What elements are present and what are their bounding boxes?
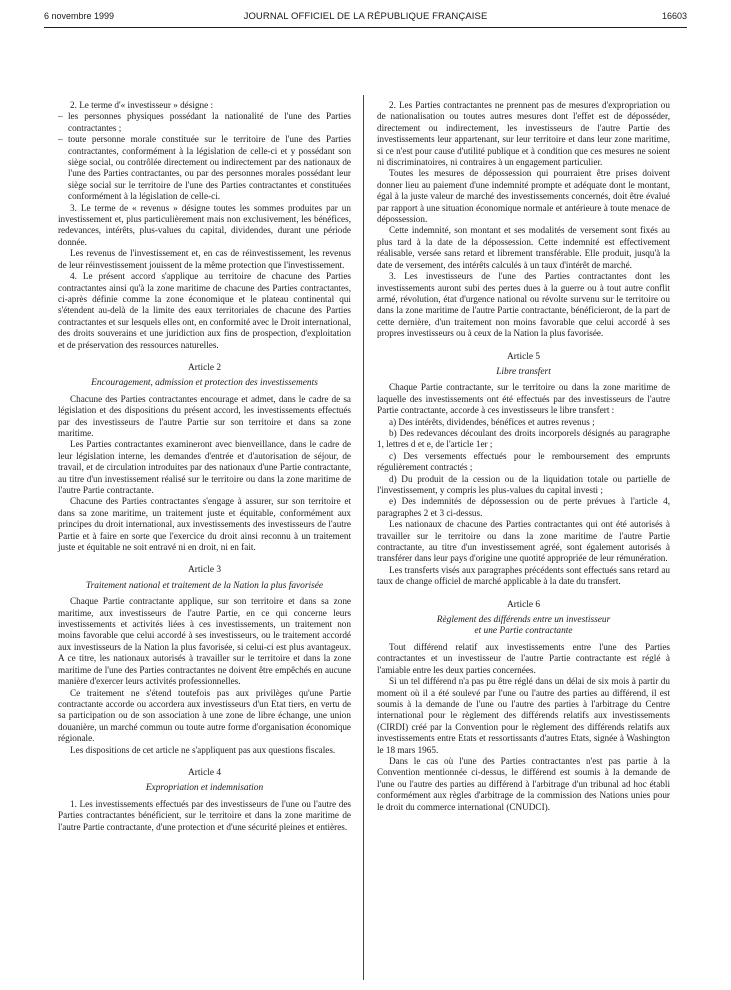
paragraph: 3. Les investisseurs de l'une des Parties contractantes dont les investissements auront subi des pertes dues à la guerre ou à tout autre conflit armé, révolution, état d'urgence national ou révolte survenu sur le territoire ou dans la zone maritime de l'autre Partie contractante, bénéficieront, de la part de cette dernière, d'un traitement non moins favorable que celui accordé à ses propres investisseurs ou à ceux de la Nation la plus favorisée.: [377, 271, 670, 339]
right-column: [377, 100, 670, 813]
page-number: 16603: [661, 11, 687, 21]
paragraph: Si un tel différend n'a pas pu être réglé dans un délai de six mois à partir du moment où il a été soulevé par l'une ou l'autre des parties au différend, il est soumis à la demande de l'une ou l'autre des parties à l'arbitrage du Centre international pour le règlement des différends relatifs aux investissements (CIRDI) créé par la Convention pour le règlement des différends relatifs aux investissements entre Etats et ressortissants d'autres Etats, signée à Washington le 18 mars 1965.: [377, 676, 670, 755]
paragraph: Chaque Partie contractante, sur le territoire ou dans la zone maritime de laquelle des investissements ont été effectués par des investisseurs de l'autre Partie contractante, accorde à ces investisseurs le libre transfert :: [377, 382, 670, 416]
list-item: – toute personne morale constituée sur le territoire de l'une des Parties contractantes, conformément à la législation de celle-ci et y possédant son siège social, ou contrôlée directement ou indirectement par des nationaux de l'une des Parties contractantes, ou par des personnes morales possédant leur siège social sur le territoire de l'une des Parties contractantes et constituées conformément à la législation de celle-ci.: [58, 134, 351, 202]
article-subtitle: Expropriation et indemnisation: [145, 783, 264, 794]
header-rule: [44, 27, 687, 28]
list-item: a) Des intérêts, dividendes, bénéfices et autres revenus ;: [389, 416, 595, 427]
paragraph: Tout différend relatif aux investissements entre l'une des Parties contractantes et un investisseur de l'autre Partie contractante est réglé à l'amiable entre les deux parties concernées.: [377, 641, 670, 675]
paragraph: Les Parties contractantes examineront avec bienveillance, dans le cadre de leur législation interne, les demandes d'entrée et d'autorisation de séjour, de travail, et de circulation introduites par des nationaux d'une Partie contractante, au titre d'un investissement réalisé sur le territoire ou dans la zone maritime de l'autre Partie contractante.: [58, 439, 351, 495]
article-subtitle: Libre transfert: [496, 366, 551, 377]
paragraph: 3. Le terme de « revenus » désigne toutes les sommes produites par un investissement et, plus particulièrement mais non exclusivement, les bénéfices, redevances, intérêts, plus-values du capital, dividendes, durant une période donnée.: [58, 202, 351, 247]
paragraph: Les transferts visés aux paragraphes précédents sont effectués sans retard au taux de change officiel de marché applicable à la date du transfert.: [377, 564, 670, 587]
paragraph: Chaque Partie contractante applique, sur son territoire et dans sa zone maritime, aux investisseurs de l'autre Partie, en ce qui concerne leurs investissements et activités liées à ces investissements, un traitement non moins favorable que celui accordé à ses investisseurs, ou le traitement accordé aux investisseurs de la Nation la plus favorisée, si celui-ci est plus avantageux. A ce titre, les nationaux autorisés à travailler sur le territoire et dans la zone maritime de l'une des Parties contractantes ne doivent être empêchés en aucune manière d'exercer leurs activités professionnelles.: [58, 596, 351, 687]
article-subtitle: Encouragement, admission et protection des investissements: [91, 378, 318, 389]
article-heading: Article 2: [187, 362, 222, 373]
paragraph: Les nationaux de chacune des Parties contractantes qui ont été autorisés à travailler sur le territoire ou dans la zone maritime de l'autre Partie contractante, au titre d'un investissement agréé, sont également autorisés à transférer dans leur pays d'origine une quotité appropriée de leur rémunération.: [377, 519, 670, 564]
article-heading: Article 6: [506, 599, 541, 610]
list-item: – les personnes physiques possédant la nationalité de l'une des Parties contractantes ;: [58, 111, 351, 134]
paragraph: 4. Le présent accord s'applique au territoire de chacune des Parties contractantes ainsi qu'à la zone maritime de chacune des Parties contractantes, ci-après définie comme la zone économique et le plateau continental qui s'étendent au-delà de la limite des eaux territoriales de chacune des Parties contractantes et sur lesquels elles ont, en conformité avec le Droit international, des droits souverains et une juridiction aux fins de prospection, d'exploitation et de préservation des ressources naturelles.: [58, 271, 351, 350]
journal-title: JOURNAL OFFICIEL DE LA RÉPUBLIQUE FRANÇAISE: [243, 11, 488, 22]
paragraph: Les revenus de l'investissement et, en cas de réinvestissement, les revenus de leur réinvestissement jouissent de la même protection que l'investissement.: [58, 248, 351, 270]
article-subtitle: Traitement national et traitement de la Nation la plus favorisée: [85, 580, 324, 591]
article-subtitle-line: Règlement des différends entre un investisseur: [436, 615, 611, 626]
article-heading: Article 5: [506, 351, 541, 362]
paragraph: 2. Le terme d'« investisseur » désigne :: [70, 100, 214, 110]
paragraph: Toutes les mesures de dépossession qui pourraient être prises doivent donner lieu au paiement d'une indemnité prompte et adéquate dont le montant, égal à la juste valeur de marché des investissements concernés, doit être évalué par rapport à une situation économique normale et antérieure à toute menace de dépossession.: [377, 168, 670, 225]
paragraph: 2. Les Parties contractantes ne prennent pas de mesures d'expropriation ou de nationalisation ou toutes autres mesures dont l'effet est de déposséder, directement ou indirectement, les investisseurs de l'autre Partie des investissements leur appartenant, sur leur territoire et dans leur zone maritime, si ce n'est pour cause d'utilité publique et à condition que ces mesures ne soient ni discriminatoires, ni contraires à un engagement particulier.: [377, 100, 670, 168]
article-heading: Article 4: [187, 767, 222, 778]
left-column: [58, 100, 351, 833]
paragraph: Les dispositions de cet article ne s'appliquent pas aux questions fiscales.: [70, 744, 336, 755]
article-subtitle-line: et une Partie contractante: [474, 626, 573, 637]
issue-date: 6 novembre 1999: [44, 11, 115, 21]
paragraph: Ce traitement ne s'étend toutefois pas aux privilèges qu'une Partie contractante accorde ou accordera aux investisseurs d'un Etat tiers, en vertu de sa participation ou de son association à une zone de libre échange, une union douanière, un marché commun ou toute autre forme d'organisation économique régionale.: [58, 687, 351, 744]
column-divider: [363, 95, 364, 980]
list-item: e) Des indemnités de dépossession ou de perte prévues à l'article 4, paragraphes 2 et 3 ci-dessus.: [377, 496, 670, 518]
article-heading: Article 3: [187, 565, 222, 576]
list-item: b) Des redevances découlant des droits incorporels désignés au paragraphe 1, lettres d et e, de l'article 1er ;: [377, 427, 670, 450]
paragraph: Chacune des Parties contractantes encourage et admet, dans le cadre de sa législation et des dispositions du présent accord, les investissements effectués par des investisseurs de l'autre Partie sur son territoire et dans sa zone maritime.: [58, 393, 351, 438]
paragraph: 1. Les investissements effectués par des investisseurs de l'une ou l'autre des Parties contractantes bénéficient, sur le territoire et dans la zone maritime de l'autre Partie contractante, d'une protection et d'une sécurité pleines et entières.: [58, 798, 351, 832]
paragraph: Cette indemnité, son montant et ses modalités de versement sont fixés au plus tard à la date de la dépossession. Cette indemnité est effectivement réalisable, versée sans retard et librement transférable. Elle produit, jusqu'à la date de versement, des intérêts calculés à un taux d'intérêt de marché.: [377, 225, 670, 270]
list-item: d) Du produit de la cession ou de la liquidation totale ou partielle de l'investissement, y compris les plus-values du capital investi ;: [377, 473, 670, 495]
page-header: [44, 11, 687, 25]
list-item: c) Des versements effectués pour le remboursement des emprunts régulièrement contractés ;: [377, 450, 670, 473]
paragraph: Dans le cas où l'une des Parties contractantes n'est pas partie à la Convention mentionnée ci-dessus, le différend est soumis à la demande de l'une ou l'autre des parties au différend à l'arbitrage d'un tribunal ad hoc établi conformément aux règles d'arbitrage de la commission des Nations unies pour le droit du commerce international (CNUDCI).: [377, 755, 670, 812]
paragraph: Chacune des Parties contractantes s'engage à assurer, sur son territoire et dans sa zone maritime, un traitement juste et équitable, conformément aux principes du droit international, aux investissements des investisseurs de l'autre Partie et à faire en sorte que l'exercice du droit ainsi reconnu à un traitement juste et équitable ne soit entravé ni en droit, ni en fait.: [58, 496, 351, 553]
article-subtitle: [377, 615, 670, 638]
